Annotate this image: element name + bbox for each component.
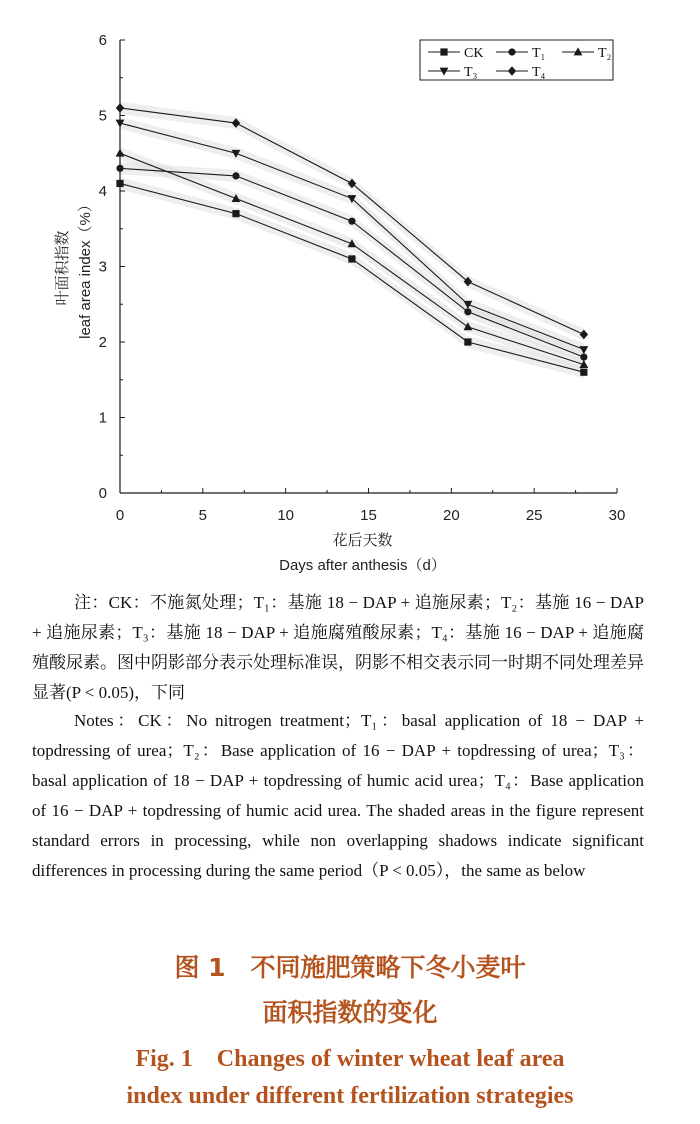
chart-legend: [420, 40, 613, 80]
data-point-1-3: [464, 308, 471, 315]
data-point-0-4: [580, 369, 587, 376]
notes-en-text: Notes：CK：No nitrogen treatment；T₁：basal application of 18 − DAP + topdressing of urea；T₂：Base application of 16 − DAP + topdressing of urea；T₃：basal application of 18 − DAP + topdressing of humic acid urea；T₄：Base application of 16 − DAP + topdressing of humic acid urea. The shaded areas in the figure represent standard errors in processing, while non overlapping shadows indicate significant differences in processing during the same period（P < 0.05），the same as below: [32, 711, 644, 880]
legend-label-0: CK: [464, 46, 484, 61]
data-point-0-1: [232, 210, 239, 217]
data-point-1-4: [580, 354, 587, 361]
y-tick-label: 2: [98, 334, 107, 351]
y-tick-label: 4: [98, 183, 107, 200]
legend-label-4: T₄: [532, 65, 546, 80]
legend-label-3: T₃: [464, 65, 478, 80]
y-tick-label: 6: [98, 32, 107, 49]
x-tick-label: 0: [115, 507, 125, 524]
data-point-0-2: [348, 255, 355, 262]
legend-marker-1: [508, 48, 515, 55]
data-point-1-2: [348, 218, 355, 225]
data-point-0-0: [116, 180, 123, 187]
series-line-3: [120, 123, 584, 349]
data-point-1-0: [116, 165, 123, 172]
x-tick-label: 25: [525, 507, 543, 524]
x-tick-label: 30: [608, 507, 626, 524]
x-axis-label-en: Days after anthesis（d）: [279, 557, 446, 574]
y-tick-label: 0: [98, 485, 107, 502]
x-tick-label: 15: [360, 507, 377, 524]
figure-caption-en-line1: Fig. 1 Changes of winter wheat leaf area: [135, 1046, 565, 1072]
notes-chinese: [32, 588, 644, 708]
x-tick-label: 5: [198, 507, 208, 524]
se-band-0: [120, 177, 584, 378]
x-axis-label-cn: 花后天数: [332, 532, 393, 549]
figure-caption-cn-line1: 图 1 不同施肥策略下冬小麦叶: [174, 953, 526, 982]
y-tick-label: 3: [98, 258, 107, 276]
legend-marker-0: [440, 48, 447, 55]
legend-label-2: T₂: [598, 46, 612, 61]
y-axis-label-en: leaf area index（%）: [77, 197, 94, 339]
chart-axes: [99, 32, 626, 524]
notes-english: [32, 706, 644, 886]
y-axis-label-cn: 叶面积指数: [54, 230, 71, 306]
legend-box: [420, 40, 613, 80]
legend-label-1: T₁: [532, 46, 546, 61]
figure-caption-cn-line2: 面积指数的变化: [262, 998, 438, 1027]
y-tick-label: 1: [98, 409, 107, 427]
se-band-3: [120, 117, 584, 355]
figure-caption-en-line2: index under different fertilization strategies: [126, 1083, 574, 1109]
data-point-1-1: [232, 172, 239, 179]
data-point-0-3: [464, 338, 471, 345]
x-tick-label: 20: [442, 507, 460, 524]
notes-cn-text: 注：CK：不施氮处理；T₁：基施 18 − DAP + 追施尿素；T₂：基施 16 − DAP + 追施尿素；T₃：基施 18 − DAP + 追施腐殖酸尿素；T₄：基施 16 − DAP + 追施腐殖酸尿素。图中阴影部分表示处理标准误，阴影不相交表示同一时期不同处理差异显著(P < 0.05)，下同: [32, 593, 644, 702]
x-tick-label: 10: [277, 507, 295, 524]
y-tick-label: 5: [98, 107, 107, 125]
